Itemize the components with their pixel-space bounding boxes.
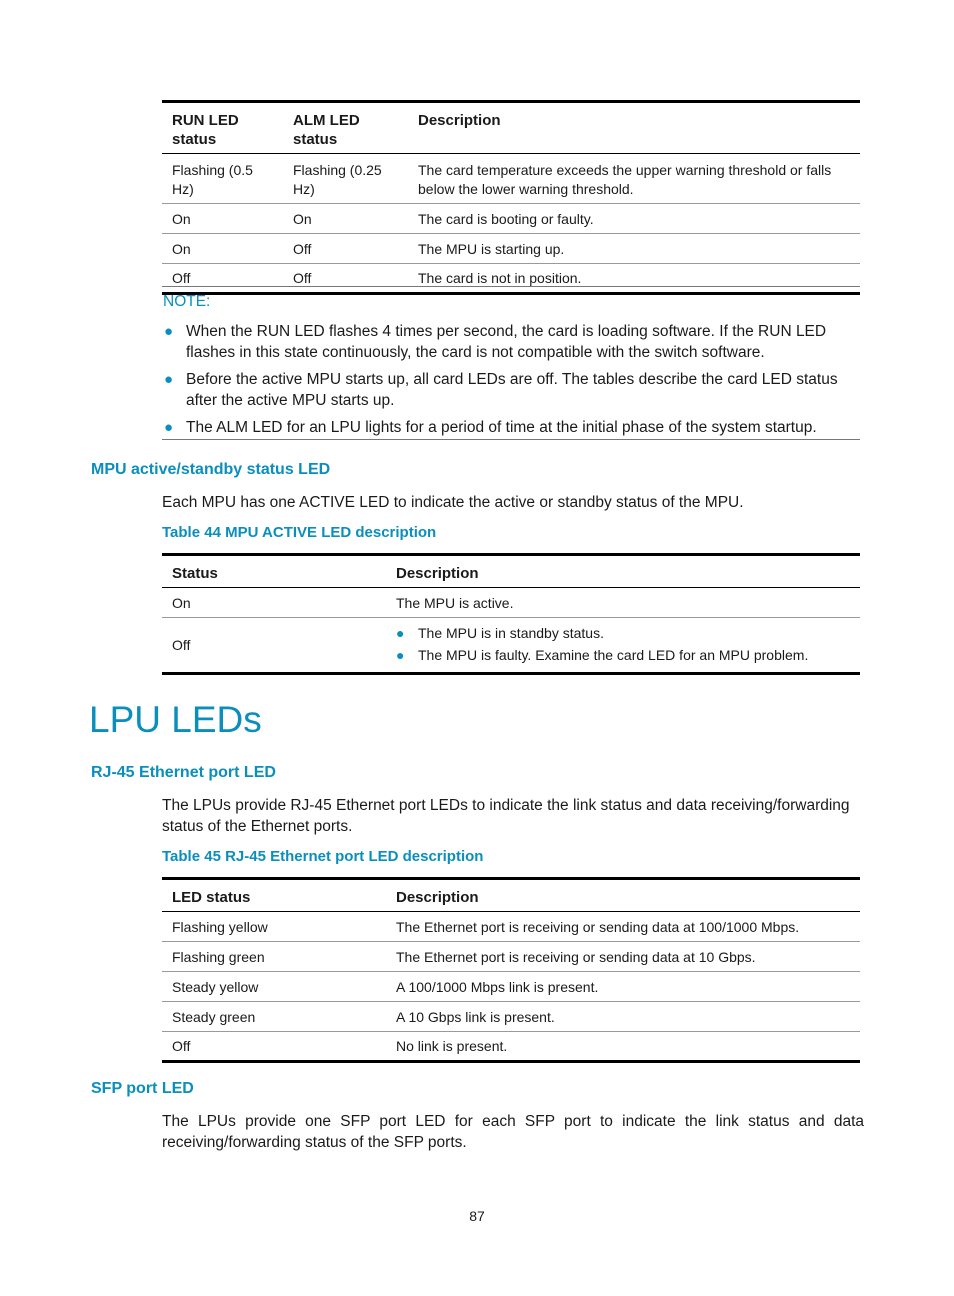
- table-header-row: [162, 102, 860, 154]
- table-cell: The card temperature exceeds the upper warning threshold or falls below the lower warning threshold.: [418, 162, 832, 197]
- table-cell: The MPU is active.: [396, 595, 514, 611]
- column-header: Description: [386, 555, 860, 588]
- table-row: [162, 942, 860, 972]
- run-alm-led-table: [162, 100, 860, 295]
- table-cell: The card is booting or faulty.: [408, 204, 860, 234]
- table-row: [162, 154, 860, 204]
- section-heading-rj45: RJ-45 Ethernet port LED: [91, 764, 276, 781]
- chapter-title: LPU LEDs: [89, 699, 262, 740]
- column-header: ALM LED status: [283, 102, 408, 154]
- table-cell: On: [283, 204, 408, 234]
- table-cell: A 100/1000 Mbps link is present.: [386, 972, 860, 1002]
- section-body-rj45: The LPUs provide RJ-45 Ethernet port LEDs to indicate the link status and data receiving/forwarding status of the Ethernet ports.: [162, 797, 850, 835]
- table-cell: A 10 Gbps link is present.: [386, 1002, 860, 1032]
- table-cell: On: [172, 595, 191, 611]
- table-header-row: [162, 879, 860, 912]
- table-cell: On: [162, 204, 283, 234]
- table-row: [162, 1002, 860, 1032]
- mpu-active-led-table: [162, 553, 860, 675]
- note-item: ● The ALM LED for an LPU lights for a period of time at the initial phase of the system startup.: [164, 419, 817, 436]
- table-caption-44: Table 44 MPU ACTIVE LED description: [162, 524, 437, 541]
- column-header: Status: [162, 555, 386, 588]
- table-cell: Steady yellow: [162, 972, 386, 1002]
- bullet-icon: ●: [396, 647, 405, 663]
- table-row: [162, 972, 860, 1002]
- column-header: RUN LED status: [162, 102, 283, 154]
- table-cell: Flashing yellow: [172, 919, 268, 935]
- note-list: [162, 321, 862, 444]
- cell-bullet-list: [396, 624, 852, 665]
- bullet-icon: ●: [164, 371, 174, 388]
- table-cell: On: [162, 234, 283, 264]
- table-row: [162, 912, 860, 942]
- table-header-row: [162, 555, 860, 588]
- section-heading-mpu: MPU active/standby status LED: [91, 461, 331, 478]
- note-item: ● When the RUN LED flashes 4 times per second, the card is loading software. If the RUN LED flashes in this state continuously, the card is not compatible with the switch software.: [164, 323, 827, 361]
- table-cell: Flashing (0.5 Hz): [172, 162, 253, 197]
- bullet-icon: ●: [164, 419, 174, 436]
- note-top-rule: [162, 286, 860, 287]
- column-header: LED status: [162, 879, 386, 912]
- table-cell: Off: [162, 264, 283, 294]
- page-number: 87: [469, 1208, 485, 1224]
- column-header: Description: [408, 102, 860, 154]
- table-row: [162, 588, 860, 618]
- table-cell: Off: [162, 1032, 386, 1062]
- table-cell: Steady green: [162, 1002, 386, 1032]
- table-cell: Off: [283, 264, 408, 294]
- table-cell: [386, 618, 860, 674]
- table-cell: Flashing (0.25 Hz): [293, 162, 382, 197]
- table-cell: The card is not in position.: [408, 264, 860, 294]
- table-cell: Off: [162, 618, 386, 674]
- table-cell: No link is present.: [386, 1032, 860, 1062]
- table-cell: The MPU is starting up.: [408, 234, 860, 264]
- table-row: [162, 618, 860, 674]
- column-header: Description: [386, 879, 860, 912]
- table-cell: Off: [283, 234, 408, 264]
- cell-bullet-item: ● The MPU is faulty. Examine the card LED for an MPU problem.: [396, 647, 809, 663]
- table-row: [162, 204, 860, 234]
- section-heading-sfp: SFP port LED: [91, 1080, 194, 1097]
- section-body-mpu: Each MPU has one ACTIVE LED to indicate the active or standby status of the MPU.: [162, 494, 744, 511]
- table-row: [162, 1032, 860, 1062]
- note-label: NOTE:: [163, 293, 211, 310]
- note-item: ● Before the active MPU starts up, all card LEDs are off. The tables describe the card LED status after the active MPU starts up.: [164, 371, 838, 409]
- table-cell: Flashing green: [162, 942, 386, 972]
- table-caption-45: Table 45 RJ-45 Ethernet port LED description: [162, 848, 484, 865]
- note-bottom-rule: [162, 439, 860, 440]
- table-cell: The Ethernet port is receiving or sending data at 100/1000 Mbps.: [396, 919, 800, 935]
- table-cell: The Ethernet port is receiving or sending data at 10 Gbps.: [386, 942, 860, 972]
- rj45-led-table: [162, 877, 860, 1063]
- bullet-icon: ●: [396, 625, 405, 641]
- section-body-sfp: The LPUs provide one SFP port LED for each SFP port to indicate the link status and data receiving/forwarding status of the SFP ports.: [162, 1113, 864, 1151]
- table-row: [162, 264, 860, 294]
- cell-bullet-item: ● The MPU is in standby status.: [396, 625, 604, 641]
- bullet-icon: ●: [164, 323, 174, 340]
- table-row: [162, 234, 860, 264]
